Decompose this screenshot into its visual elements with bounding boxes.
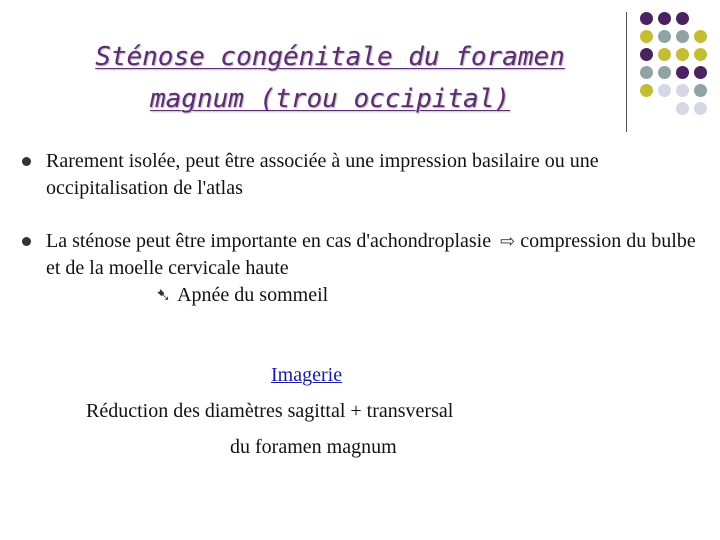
bullet-text-part2: compression du bulbe et de la moelle cervicale haute [46, 230, 696, 279]
decorative-dot [658, 84, 671, 97]
right-arrow-icon: ⇨ [500, 231, 516, 251]
decorative-dot [694, 30, 707, 43]
decorative-dot [676, 102, 689, 115]
decorative-dot [676, 30, 689, 43]
bullet-item [22, 148, 702, 202]
bullet-sub-line [46, 282, 702, 309]
imagerie-heading-link[interactable]: Imagerie [271, 364, 343, 386]
bullet-dot-icon [22, 157, 31, 166]
imagerie-text-line-1: Réduction des diamètres sagittal + transversal [86, 400, 454, 422]
decorative-dot [640, 48, 653, 61]
decorative-dot [694, 102, 707, 115]
decorative-dot [640, 12, 653, 25]
bullet-item [22, 228, 702, 309]
down-right-arrow-icon: ➷ [156, 285, 172, 305]
decorative-dot [676, 84, 689, 97]
bullet-dot-icon [22, 237, 31, 246]
decorative-dot [694, 66, 707, 79]
decorative-dot [640, 66, 653, 79]
imagerie-text-line-2: du foramen magnum [230, 436, 397, 458]
decorative-dot [676, 48, 689, 61]
decorative-dot [658, 48, 671, 61]
decorative-dot [658, 30, 671, 43]
decorative-divider [626, 12, 627, 132]
bullet-text: Rarement isolée, peut être associée à une impression basilaire ou une occipitalisation de l'atlas [46, 150, 599, 199]
bullet-list [22, 148, 702, 309]
decorative-dot [640, 84, 653, 97]
decorative-dot [694, 84, 707, 97]
decorative-dot [658, 66, 671, 79]
title-line-1: Sténose congénitale du foramen [95, 42, 565, 72]
decorative-dot [676, 66, 689, 79]
slide-title [40, 36, 620, 120]
decorative-dot [676, 12, 689, 25]
title-line-2: magnum (trou occipital) [149, 84, 511, 114]
bullet-sub-text: Apnée du sommeil [177, 284, 329, 306]
decorative-dot-grid [636, 12, 720, 122]
decorative-dot [694, 48, 707, 61]
decorative-dot [658, 12, 671, 25]
decorative-dot [640, 30, 653, 43]
bullet-text-part1: La sténose peut être importante en cas d'achondroplasie [46, 230, 492, 252]
